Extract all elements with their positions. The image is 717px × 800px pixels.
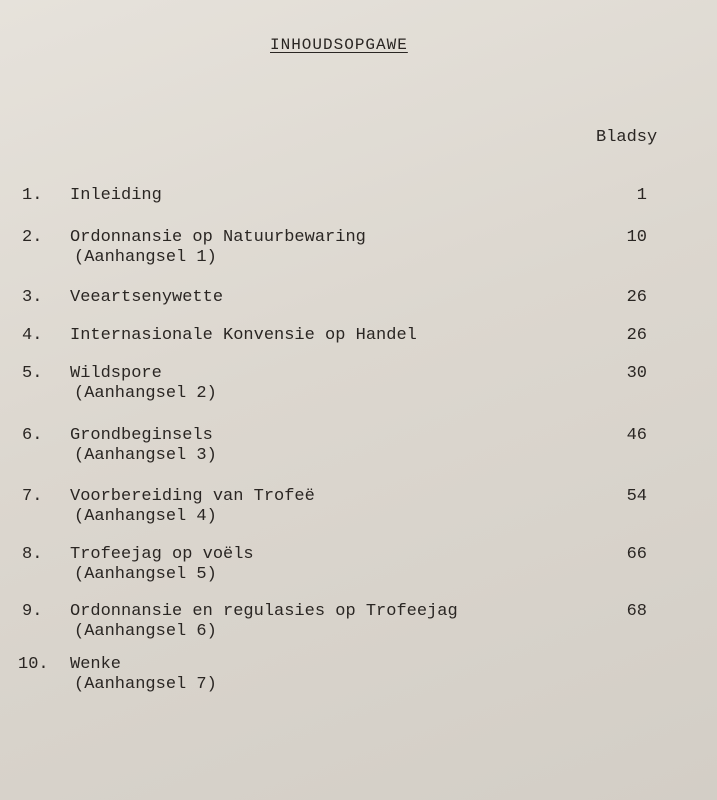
entry-page: 46: [626, 426, 647, 445]
page-column-header: Bladsy: [596, 128, 658, 147]
entry-number: 4.: [22, 326, 43, 345]
entry-title: Internasionale Konvensie op Handel: [70, 326, 417, 345]
entry-number: 1.: [22, 186, 43, 205]
entry-page: 26: [626, 288, 647, 307]
entry-number: 7.: [22, 487, 43, 506]
page-title: INHOUDSOPGAWE: [270, 36, 408, 54]
entry-page: 54: [626, 487, 647, 506]
entry-page: 66: [626, 545, 647, 564]
entry-number: 2.: [22, 228, 43, 247]
entry-number: 6.: [22, 426, 43, 445]
entry-title: Wenke: [70, 655, 122, 674]
entry-subtitle: (Aanhangsel 5): [74, 565, 217, 584]
entry-title: Veeartsenywette: [70, 288, 224, 307]
entry-number: 5.: [22, 364, 43, 383]
entry-subtitle: (Aanhangsel 3): [74, 446, 217, 465]
entry-number: 8.: [22, 545, 43, 564]
entry-subtitle: (Aanhangsel 6): [74, 622, 217, 641]
entry-number: 3.: [22, 288, 43, 307]
entry-page: 68: [626, 602, 647, 621]
entry-title: Wildspore: [70, 364, 162, 383]
entry-title: Grondbeginsels: [70, 426, 213, 445]
entry-page: 26: [626, 326, 647, 345]
entry-page: 30: [626, 364, 647, 383]
entry-subtitle: (Aanhangsel 4): [74, 507, 217, 526]
entry-title: Ordonnansie en regulasies op Trofeejag: [70, 602, 458, 621]
entry-title: Trofeejag op voëls: [70, 545, 254, 564]
entry-page: 10: [626, 228, 647, 247]
entry-page: 1: [636, 186, 647, 205]
entry-number: 9.: [22, 602, 43, 621]
entry-title: Inleiding: [70, 186, 162, 205]
entry-title: Ordonnansie op Natuurbewaring: [70, 228, 366, 247]
entry-title: Voorbereiding van Trofeë: [70, 487, 315, 506]
entry-subtitle: (Aanhangsel 7): [74, 675, 217, 694]
entry-number: 10.: [18, 655, 49, 674]
entry-subtitle: (Aanhangsel 2): [74, 384, 217, 403]
entry-subtitle: (Aanhangsel 1): [74, 248, 217, 267]
